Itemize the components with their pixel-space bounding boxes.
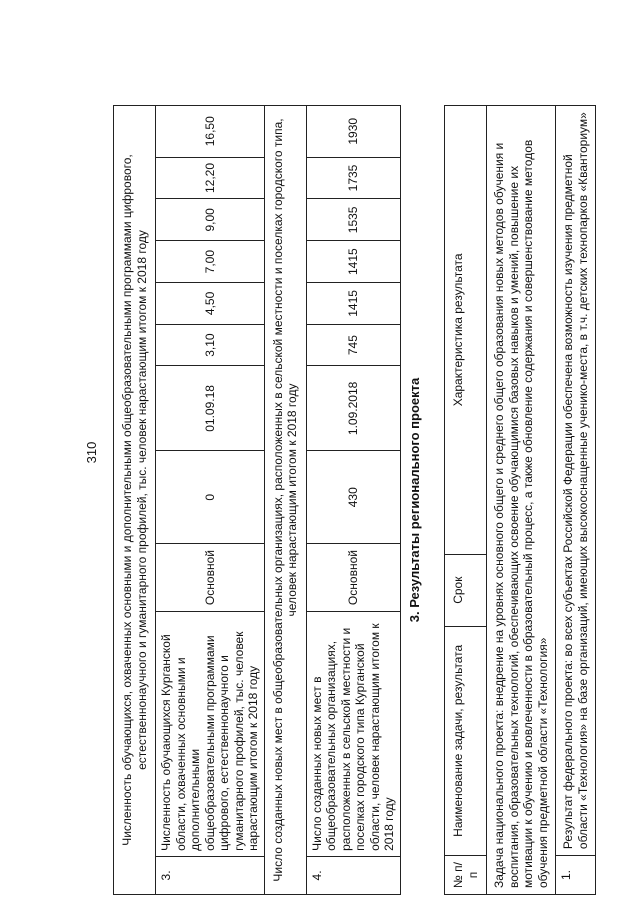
base-date: 1.09.2018: [306, 366, 400, 451]
results-table: [444, 105, 596, 895]
header-row: [445, 106, 487, 895]
section-header-row: [114, 106, 156, 895]
value-cell: 1930: [306, 106, 400, 158]
task-text: Задача национального проекта: внедрение на уровнях основного общего и среднего общего образования новых методов обучения и воспитания, образовательных технологий, обеспечивающих освоение обучающимися базовых навыков и умений, повышение их мотивации к обучению и вовлеченности в образовательный процесс, а также обновление содержания и совершенствование методов обучения предметной области «Технология»: [487, 106, 556, 895]
section-title: 3. Результаты регионального проекта: [407, 377, 422, 623]
section-a-header: Численность обучающихся, охваченных основными и дополнительными общеобразовательными программами цифрового, естественнонаучного и гуманитарного профилей, тыс. человек нарастающим итогом к 2018 году: [114, 106, 156, 895]
value-cell: 3,10: [156, 324, 265, 366]
base-value: 0: [156, 451, 265, 544]
value-cell: 745: [306, 324, 400, 366]
table-row: [306, 106, 400, 895]
row-number: 4.: [306, 856, 400, 894]
value-cell: 1415: [306, 283, 400, 325]
table-row: [156, 106, 265, 895]
value-cell: 16,50: [156, 106, 265, 158]
task-row: [487, 106, 556, 895]
row-number: 3.: [156, 856, 265, 894]
value-cell: 4,50: [156, 283, 265, 325]
value-cell: 1735: [306, 157, 400, 199]
base-date: 01.09.18: [156, 366, 265, 451]
col-header-deadline: Срок: [445, 554, 487, 626]
value-cell: 9,00: [156, 199, 265, 241]
value-cell: 1415: [306, 241, 400, 283]
section-header-row: [264, 106, 306, 895]
table-row: [556, 106, 596, 895]
page-number: 310: [84, 441, 99, 464]
col-header-num: № п/п: [445, 856, 487, 895]
result-text: Результат федерального проекта: во всех субъектах Российской Федерации обеспечена возможность изучения предметной области «Технология» на базе организаций, имеющих высокооснащенные ученико-места, в т.ч. детских технопарков «Кванториум»: [556, 106, 596, 856]
col-header-description: Характеристика результата: [445, 106, 487, 555]
row-number: 1.: [556, 856, 596, 895]
indicator-name: Численность обучающихся Курганской области, охваченных основными и дополнительными общеобразовательными программами цифрового, естественнонаучного и гуманитарного профилей, тыс. человек нарастающим итогом к 2018 году: [156, 612, 265, 857]
value-cell: 12,20: [156, 157, 265, 199]
indicator-name: Число созданных новых мест в общеобразовательных организациях, расположенных в сельской местности и поселках городского типа Курганской области, человек нарастающим итогом к 2018 году: [306, 612, 400, 857]
value-cell: 7,00: [156, 241, 265, 283]
col-header-name: Наименование задачи, результата: [445, 626, 487, 855]
base-value: 430: [306, 451, 400, 544]
section-b-header: Число созданных новых мест в общеобразовательных организациях, расположенных в сельской местности и поселках городского типа, человек нарастающим итогом к 2018 году: [264, 106, 306, 895]
indicator-type: Основной: [156, 544, 265, 612]
indicators-table: [113, 105, 401, 895]
value-cell: 1535: [306, 199, 400, 241]
indicator-type: Основной: [306, 544, 400, 612]
